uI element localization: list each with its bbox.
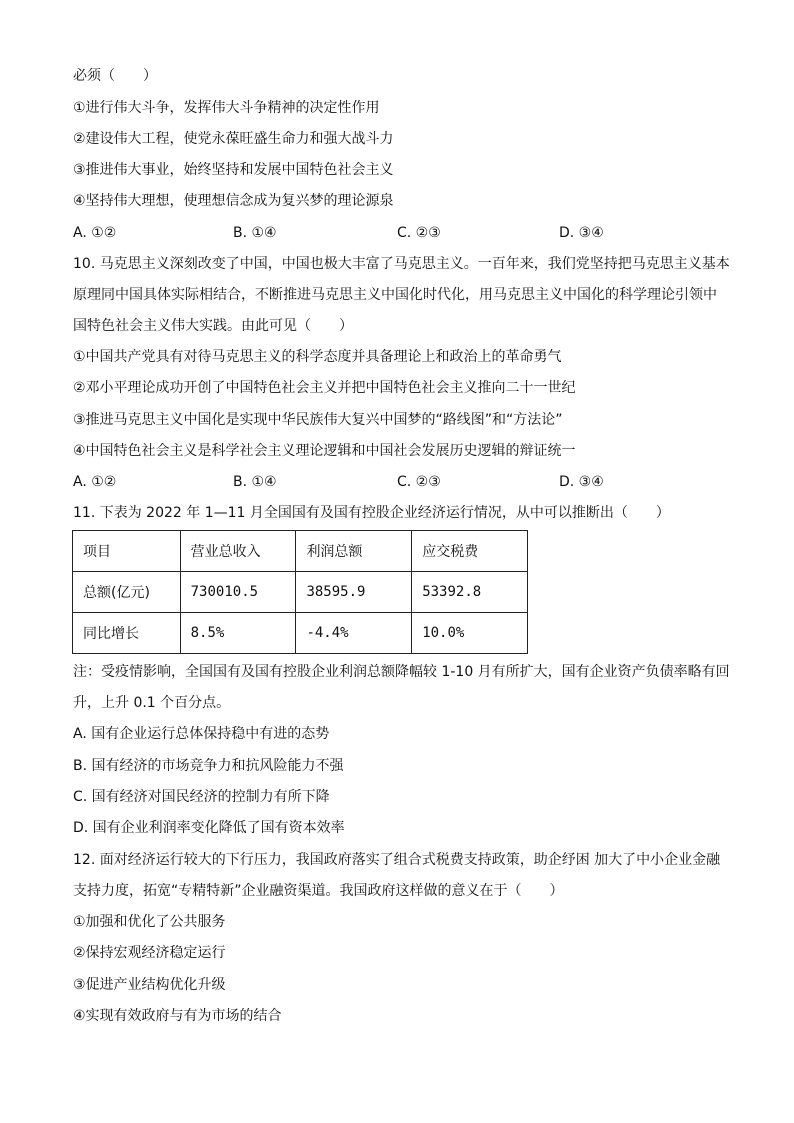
q9-options <box>73 223 733 243</box>
q9-item-4: ④坚持伟大理想，使理想信念成为复兴梦的理论源泉 <box>73 193 394 209</box>
q12-item-4: ④实现有效政府与有为市场的结合 <box>73 1008 282 1024</box>
table-header-row <box>73 531 528 572</box>
table-row <box>73 613 528 654</box>
table-cell: 730010.5 <box>180 572 296 613</box>
table-cell: 同比增长 <box>73 613 181 654</box>
q11-note-line-2: 升，上升 0.1 个百分点。 <box>73 695 231 711</box>
q10-option-c: C. ②③ <box>397 474 441 490</box>
q12-item-3: ③促进产业结构优化升级 <box>73 977 226 993</box>
q10-option-d: D. ③④ <box>559 474 604 490</box>
table-cell: 10.0% <box>412 613 528 654</box>
table-cell: 38595.9 <box>296 572 412 613</box>
q10-stem-line-2: 原理同中国具体实际相结合，不断推进马克思主义中国化时代化，用马克思主义中国化的科学理论引领中 <box>73 287 717 303</box>
table-header-cell: 应交税费 <box>412 531 528 572</box>
q10-options <box>73 472 733 492</box>
q11-stem: 11. 下表为 2022 年 1—11 月全国国有及国有控股企业经济运行情况，从中可以推断出（ ） <box>73 505 670 521</box>
q11-option-c: C. 国有经济对国民经济的控制力有所下降 <box>73 789 330 805</box>
table-row <box>73 572 528 613</box>
table-cell: 总额(亿元) <box>73 572 181 613</box>
q11-data-table <box>72 530 528 654</box>
q12-stem-line-1: 12. 面对经济运行较大的下行压力，我国政府落实了组合式税费支持政策，助企纾困 加大了中小企业金融 <box>73 852 721 868</box>
q9-option-d: D. ③④ <box>559 225 604 241</box>
q12-stem-line-2: 支持力度，拓宽“专精特新”企业融资渠道。我国政府这样做的意义在于（ ） <box>73 883 564 899</box>
table-header-cell: 项目 <box>73 531 181 572</box>
q9-option-c: C. ②③ <box>397 225 441 241</box>
q11-note-line-1: 注：受疫情影响，全国国有及国有控股企业利润总额降幅较 1-10 月有所扩大，国有企业资产负债率略有回 <box>73 664 730 680</box>
q10-item-4: ④中国特色社会主义是科学社会主义理论逻辑和中国社会发展历史逻辑的辩证统一 <box>73 443 576 459</box>
q9-option-b: B. ①④ <box>233 225 277 241</box>
q10-stem-line-1: 10. 马克思主义深刻改变了中国，中国也极大丰富了马克思主义。一百年来，我们党坚持把马克思主义基本 <box>73 256 730 272</box>
q10-item-2: ②邓小平理论成功开创了中国特色社会主义并把中国特色社会主义推向二十一世纪 <box>73 380 576 396</box>
q11-option-d: D. 国有企业利润率变化降低了国有资本效率 <box>73 820 345 836</box>
q10-item-3: ③推进马克思主义中国化是实现中华民族伟大复兴中国梦的“路线图”和“方法论” <box>73 412 563 428</box>
table-header-cell: 利润总额 <box>296 531 412 572</box>
table-cell: 8.5% <box>180 613 296 654</box>
q10-stem-line-3: 国特色社会主义伟大实践。由此可见（ ） <box>73 318 353 334</box>
q11-option-a: A. 国有企业运行总体保持稳中有进的态势 <box>73 726 330 742</box>
table-cell: 53392.8 <box>412 572 528 613</box>
q12-item-2: ②保持宏观经济稳定运行 <box>73 945 226 961</box>
q9-item-2: ②建设伟大工程，使党永葆旺盛生命力和强大战斗力 <box>73 131 394 147</box>
q9-item-1: ①进行伟大斗争，发挥伟大斗争精神的决定性作用 <box>73 100 380 116</box>
q9-item-3: ③推进伟大事业，始终坚持和发展中国特色社会主义 <box>73 162 394 178</box>
table-header-cell: 营业总收入 <box>180 531 296 572</box>
q9-stem-end: 必须（ ） <box>73 68 157 84</box>
q9-option-a: A. ①② <box>73 225 117 241</box>
q11-option-b: B. 国有经济的市场竞争力和抗风险能力不强 <box>73 758 344 774</box>
table-cell: -4.4% <box>296 613 412 654</box>
q10-item-1: ①中国共产党具有对待马克思主义的科学态度并具备理论上和政治上的革命勇气 <box>73 349 562 365</box>
q10-option-a: A. ①② <box>73 474 117 490</box>
q12-item-1: ①加强和优化了公共服务 <box>73 914 226 930</box>
q10-option-b: B. ①④ <box>233 474 277 490</box>
